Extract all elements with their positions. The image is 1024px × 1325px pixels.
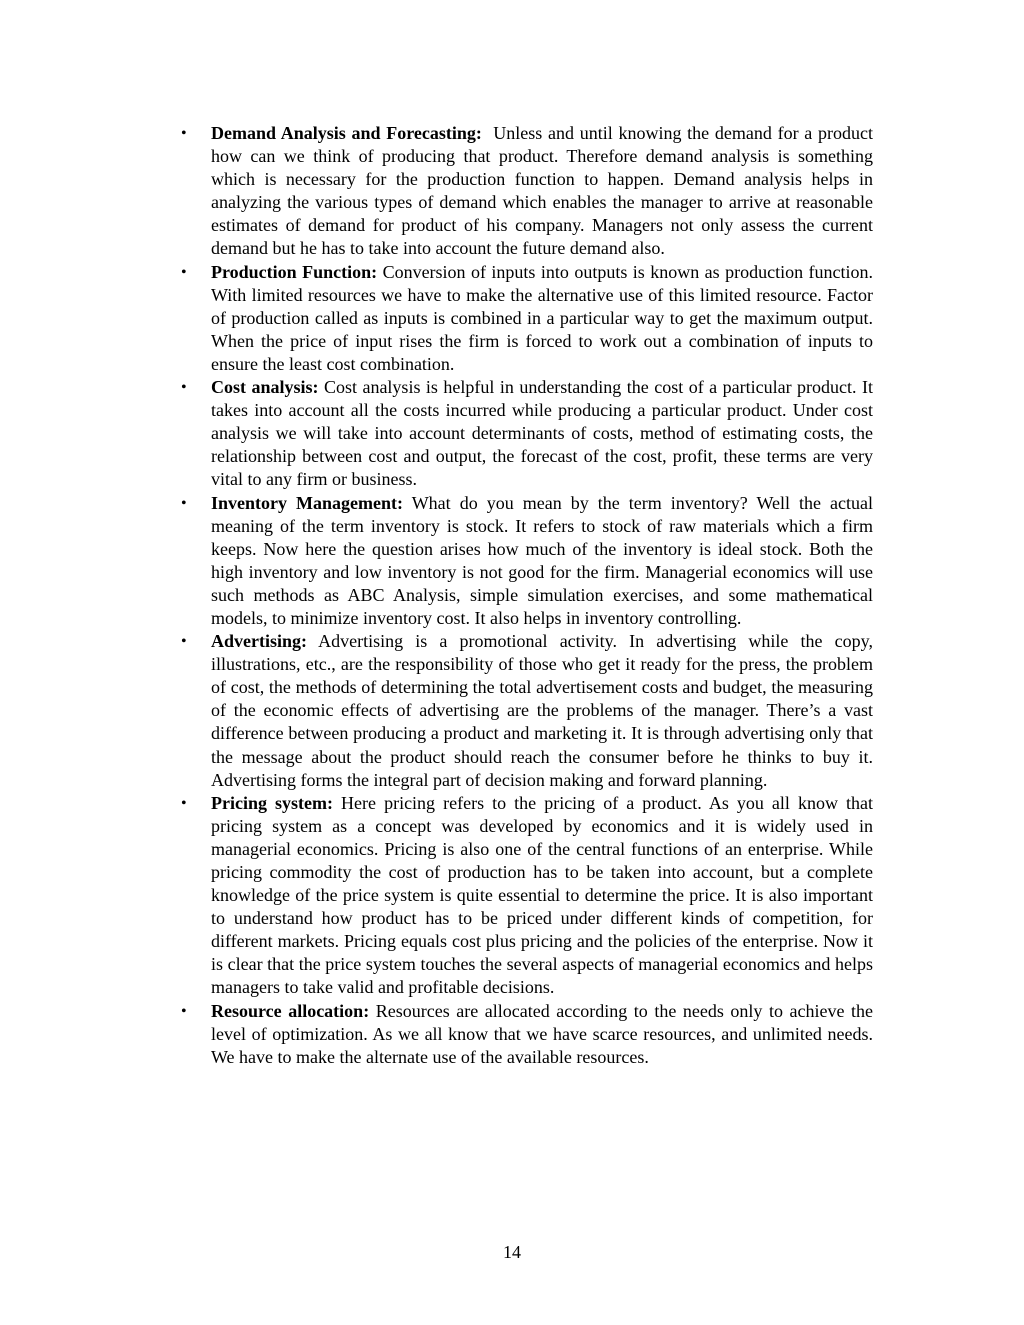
item-text: Cost analysis is helpful in understanding the cost of a particular product. It takes into account all the costs incurred while producing a particular product. Under cost analysis we will take into account determinants of costs, method of estimating costs, the relationship between cost and output, the forecast of the cost, profit, these terms are very vital to any firm or business. bbox=[211, 377, 874, 490]
item-text: Advertising is a promotional activity. In advertising while the copy, illustrations, etc., are the responsibility of those who get it ready for the press, the problem of cost, the methods of determining the total advertisement costs and budget, the measuring of the economic effects of advertising are the problems of the manager. There’s a vast difference between producing a product and marketing it. It is through advertising only that the message about the product should reach the consumer before he thinks to buy it. Advertising forms the integral part of decision making and forward planning. bbox=[211, 631, 873, 790]
item-term: Cost analysis: bbox=[211, 377, 319, 398]
item-term: Inventory Management: bbox=[211, 492, 403, 513]
item-term: Resource allocation: bbox=[211, 1000, 370, 1021]
bullet-icon: • bbox=[181, 794, 187, 812]
item-text: What do you mean by the term inventory? Well the actual meaning of the term inventory is stock. It refers to stock of raw materials which a firm keeps. Now here the question arises how much of the inventory is ideal stock. Both the high inventory and low inventory is not good for the firm. Managerial economics will use such methods as ABC Analysis, simple simulation exercises, and some mathematical models, to minimize inventory cost. It also helps in inventory controlling. bbox=[211, 492, 873, 628]
list-item-demand-analysis bbox=[178, 122, 878, 261]
list-item-pricing-system bbox=[178, 792, 873, 1000]
item-term: Demand Analysis and Forecasting: bbox=[211, 123, 482, 143]
bullet-icon: • bbox=[181, 263, 187, 281]
bullet-icon: • bbox=[181, 494, 187, 512]
list-item-resource-allocation bbox=[178, 1000, 873, 1069]
bullet-icon: • bbox=[181, 633, 187, 651]
list-item-cost-analysis bbox=[178, 376, 873, 491]
item-text: Resources are allocated according to the needs only to achieve the level of optimization. As we all know that we have scarce resources, and unlimited needs. We have to make the alternate use of the available resources. bbox=[211, 1000, 873, 1067]
page-number: 14 bbox=[503, 1242, 521, 1262]
item-text: Here pricing refers to the pricing of a product. As you all know that pricing system as a concept was developed by economics and it is widely used in managerial economics. Pricing is also one of the central functions of an enterprise. While pricing commodity the cost of production has to be taken into account, but a complete knowledge of the price system is quite essential to determine the price. It is also important to understand how product has to be priced under different kinds of competition, for different markets. Pricing equals cost plus pricing and the policies of the enterprise. Now it is clear that the price system touches the several aspects of managerial economics and helps managers to take valid and profitable decisions. bbox=[211, 792, 874, 998]
list-item-inventory-management bbox=[178, 492, 873, 631]
bullet-icon: • bbox=[181, 125, 187, 142]
item-text: Unless and until knowing the demand for a product how can we think of producing that product. Therefore demand analysis is something which is necessary for the production function to happen. Demand analysis helps in analyzing the various types of demand which enables the manager to arrive at reasonable estimates of demand for product of his company. Managers not only assess the current demand but he has to take into account the future demand also. bbox=[211, 123, 878, 259]
bullet-icon: • bbox=[181, 379, 187, 397]
item-term: Production Function: bbox=[211, 261, 378, 282]
list-item-advertising bbox=[178, 630, 873, 792]
list-item-production-function bbox=[178, 261, 873, 376]
bullet-list bbox=[178, 122, 878, 1069]
bullet-icon: • bbox=[181, 1002, 187, 1020]
item-term: Advertising: bbox=[211, 631, 307, 652]
item-text: Conversion of inputs into outputs is known as production function. With limited resources we have to make the alternative use of this limited resource. Factor of production called as inputs is combined in a particular way to get the maximum output. When the price of input rises the firm is forced to work out a combination of inputs to ensure the least cost combination. bbox=[211, 261, 873, 374]
item-term: Pricing system: bbox=[211, 792, 334, 813]
